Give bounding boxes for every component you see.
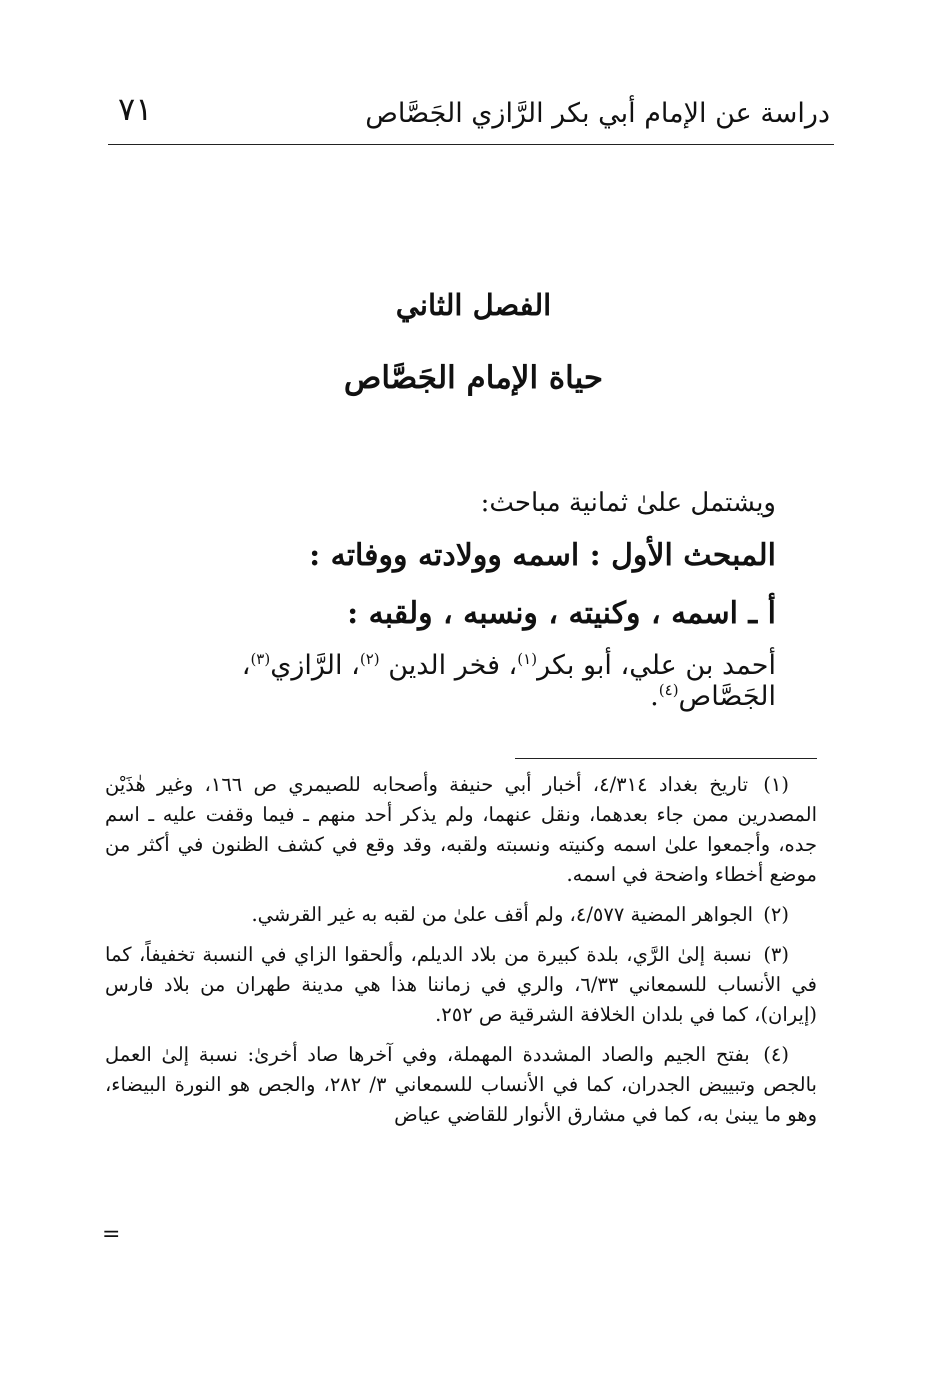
footnote <box>105 940 817 1030</box>
footnote-marker: (١) <box>763 773 789 796</box>
footnote-text: بفتح الجيم والصاد المشددة المهملة، وفي آخرها صاد أخرىٰ: نسبة إلىٰ العمل بالجص وتبييض الجدران، كما في الأنساب للسمعاني ٣/ ٢٨٢، والجص هو النورة البيضاء، وهو ما يبنىٰ به، كما في مشارق الأنوار للقاضي عياض <box>105 1043 817 1126</box>
footnote-ref: (٢) <box>359 650 380 668</box>
footnote <box>105 900 817 930</box>
section-heading: المبحث الأول : اسمه وولادته ووفاته : <box>309 538 776 573</box>
footnote <box>105 770 817 890</box>
footnote-marker: (٢) <box>763 903 789 926</box>
name-text: . <box>650 681 659 712</box>
footnote-ref: (٤) <box>658 681 679 699</box>
name-line <box>108 650 776 712</box>
chapter-title: حياة الإمام الجَصَّاص <box>343 360 604 396</box>
footnote <box>105 1040 817 1130</box>
footnote-text: تاريخ بغداد ٤/٣١٤، أخبار أبي حنيفة وأصحابه للصيمري ص ١٦٦، وغير هٰذَيْن المصدرين ممن جاء بعدهما، ونقل عنهما، ولم يذكر أحد منهم ـ فيما وقفت عليه ـ اسم جده، وأجمعوا علىٰ اسمه وكنيته ونسبته ولقبه، وقد وقع في كشف الظنون في أكثر من موضع أخطاء واضحة في اسمه. <box>105 773 817 886</box>
name-text: أحمد بن علي، أبو بكر <box>537 650 776 681</box>
footnote-text: الجواهر المضية ٤/٥٧٧، ولم أقف علىٰ من لقبه به غير القرشي. <box>251 903 754 926</box>
name-text: ، الجَصَّاص <box>241 650 776 712</box>
footnote-ref: (١) <box>517 650 538 668</box>
page-number: ٧١ <box>118 90 153 128</box>
footnote-text: نسبة إلىٰ الرَّي، بلدة كبيرة من بلاد الديلم، وألحقوا الزاي في النسبة تخفيفاً، كما في الأنساب للسمعاني ٦/٣٣، والري في زماننا هذا هي مدينة طهران من بلاد فارس (إيران)، كما في بلدان الخلافة الشرقية ص ٢٥٢. <box>105 943 817 1026</box>
running-title: دراسة عن الإمام أبي بكر الرَّازي الجَصَّاص <box>365 98 830 129</box>
sub-heading: أ ـ اسمه ، وكنيته ، ونسبه ، ولقبه : <box>347 596 776 631</box>
footnote-marker: (٣) <box>763 943 790 966</box>
running-header <box>108 84 834 145</box>
footnote-ref: (٣) <box>250 650 271 668</box>
footnotes <box>105 770 817 1140</box>
name-text: ، الرَّازي <box>270 650 360 681</box>
footnote-divider <box>515 758 817 759</box>
footnote-marker: (٤) <box>763 1043 789 1066</box>
chapter-label: الفصل الثاني <box>395 288 552 322</box>
name-text: ، فخر الدين <box>379 650 518 681</box>
intro-paragraph: ويشتمل علىٰ ثمانية مباحث: <box>480 488 776 518</box>
continuation-mark: = <box>102 1222 121 1247</box>
